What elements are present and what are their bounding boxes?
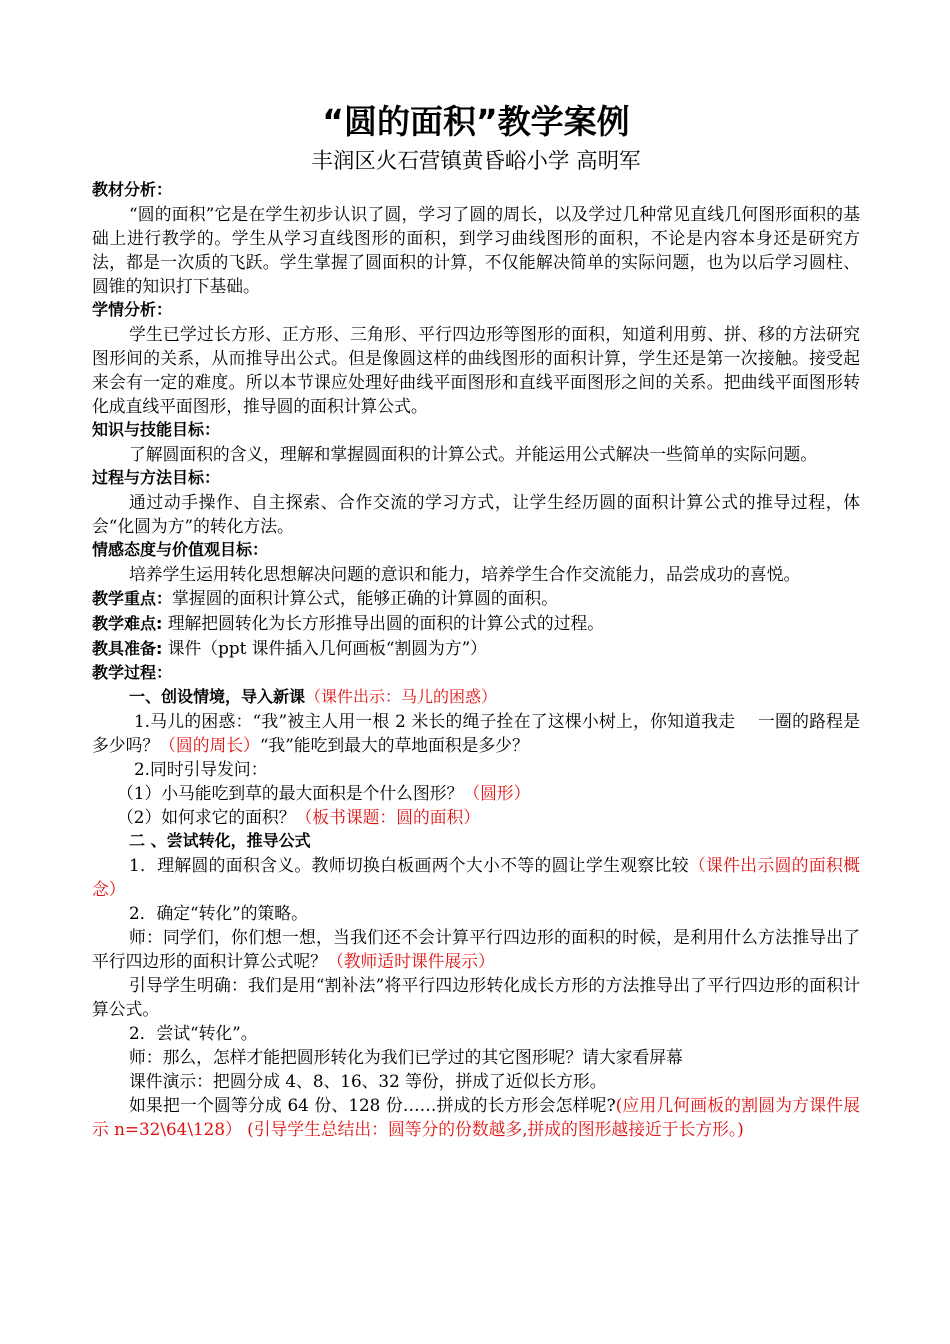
page-title: “圆的面积”教学案例 xyxy=(322,102,630,141)
section-1-para-1-a: 1.马儿的困惑：“我”被主人用一根 2 米长的绳子拴在了这棵小树上，你知道我走 一圈的路程是多少吗？ xyxy=(92,711,860,755)
section-1-para-2: 2.同时引导发问： xyxy=(134,759,268,779)
section-2-para-8-note-1: (应用几何画板的割圆为方课件展示 n=32\64\128） xyxy=(92,1095,860,1139)
section-2-para-7: 课件演示：把圆分成 4、8、16、32 等份，拼成了近似长方形。 xyxy=(129,1071,607,1091)
section-2-para-1 xyxy=(92,853,860,901)
materials-heading: 教材分析： xyxy=(92,180,173,199)
section-2-title: 二 、尝试转化，推导公式 xyxy=(129,831,311,850)
key-point-text: 掌握圆的面积计算公式，能够正确的计算圆的面积。 xyxy=(172,588,558,608)
section-1-para-1 xyxy=(92,709,860,757)
process-goal-body: 通过动手操作、自主探索、合作交流的学习方式，让学生经历圆的面积计算公式的推导过程，体会“化圆为方”的转化方法。 xyxy=(92,492,860,536)
emotion-heading: 情感态度与价值观目标： xyxy=(92,540,269,559)
learners-heading: 学情分析： xyxy=(92,300,173,319)
process-goal-heading: 过程与方法目标： xyxy=(92,468,221,487)
section-1-title-text: 一、创设情境，导入新课 xyxy=(129,687,306,706)
section-1-para-1-note: （圆的周长） xyxy=(159,735,260,755)
section-2-para-1-text: 1．理解圆的面积含义。教师切换白板画两个大小不等的圆让学生观察比较 xyxy=(129,855,689,875)
process-heading: 教学过程： xyxy=(92,663,173,682)
knowledge-body: 了解圆面积的含义，理解和掌握圆面积的计算公式。并能运用公式解决一些简单的实际问题。 xyxy=(129,444,818,464)
section-2-para-3 xyxy=(92,925,860,973)
section-1-title xyxy=(92,685,860,709)
tools-line xyxy=(92,636,860,661)
difficulty-text: 理解把圆转化为长方形推导出圆的面积的计算公式的过程。 xyxy=(162,613,605,633)
section-2-para-4: 引导学生明确：我们是用“割补法”将平行四边形转化成长方形的方法推导出了平行四边形的面积计算公式。 xyxy=(92,975,860,1019)
section-2-para-8-note-2: (引导学生总结出：圆等分的份数越多,拼成的图形越接近于长方形。) xyxy=(241,1119,744,1139)
section-2-para-2: 2．确定“转化”的策略。 xyxy=(129,903,308,923)
section-2-para-1-note: （课件出示圆的面积概念） xyxy=(92,855,860,899)
difficulty-line xyxy=(92,611,860,636)
section-2-para-3-note: （教师适时课件展示） xyxy=(326,951,495,971)
tools-label: 教具准备: xyxy=(92,639,163,658)
section-1-para-1-b: “我”能吃到最大的草地面积是多少？ xyxy=(259,735,529,755)
emotion-body: 培养学生运用转化思想解决问题的意识和能力，培养学生合作交流能力，品尝成功的喜悦。 xyxy=(129,564,801,584)
section-1-question-2-note: （板书课题：圆的面积） xyxy=(295,807,481,827)
author-line: 丰润区火石营镇黄昏峪小学 高明军 xyxy=(311,149,641,174)
section-1-question-2 xyxy=(92,805,860,829)
section-1-question-1-text: （1）小马能吃到草的最大面积是个什么图形？ xyxy=(117,783,464,803)
section-1-question-2-text: （2）如何求它的面积？ xyxy=(117,807,296,827)
section-2-para-3-text: 师：同学们，你们想一想，当我们还不会计算平行四边形的面积的时候，是利用什么方法推导出了平行四边形的面积计算公式呢？ xyxy=(92,927,860,971)
difficulty-label: 教学难点: xyxy=(92,614,163,633)
section-1-note: （课件出示：马儿的困惑） xyxy=(305,687,498,706)
learners-body: 学生已学过长方形、正方形、三角形、平行四边形等图形的面积，知道利用剪、拼、移的方法研究图形间的关系，从而推导出公式。但是像圆这样的曲线图形的面积计算，学生还是第一次接触。接受起来会有一定的难度。所以本节课应处理好曲线平面图形和直线平面图形之间的关系。把曲线平面图形转化成直线平面图形，推导圆的面积计算公式。 xyxy=(92,324,860,416)
document-page xyxy=(92,98,860,1141)
section-2-para-6: 师：那么，怎样才能把圆形转化为我们已学过的其它图形呢？请大家看屏幕 xyxy=(129,1047,683,1067)
section-2-para-5: 2．尝试“转化”。 xyxy=(129,1023,258,1043)
section-2-para-8 xyxy=(92,1093,860,1141)
tools-text: 课件（ppt 课件插入几何画板“割圆为方”） xyxy=(162,638,487,658)
materials-body: “圆的面积”它是在学生初步认识了圆，学习了圆的周长，以及学过几种常见直线几何图形面积的基础上进行教学的。学生从学习直线图形的面积，到学习曲线图形的面积，不论是内容本身还是研究方法，都是一次质的飞跃。学生掌握了圆面积的计算，不仅能解决简单的实际问题，也为以后学习圆柱、圆锥的知识打下基础。 xyxy=(92,204,860,296)
key-point-line xyxy=(92,586,860,611)
knowledge-heading: 知识与技能目标： xyxy=(92,420,221,439)
section-1-question-1 xyxy=(92,781,860,805)
section-2-para-8-text: 如果把一个圆等分成 64 份、128 份……拼成的长方形会怎样呢? xyxy=(129,1095,616,1115)
section-1-question-1-note: （圆形） xyxy=(463,783,531,803)
key-point-label: 教学重点： xyxy=(92,589,173,608)
